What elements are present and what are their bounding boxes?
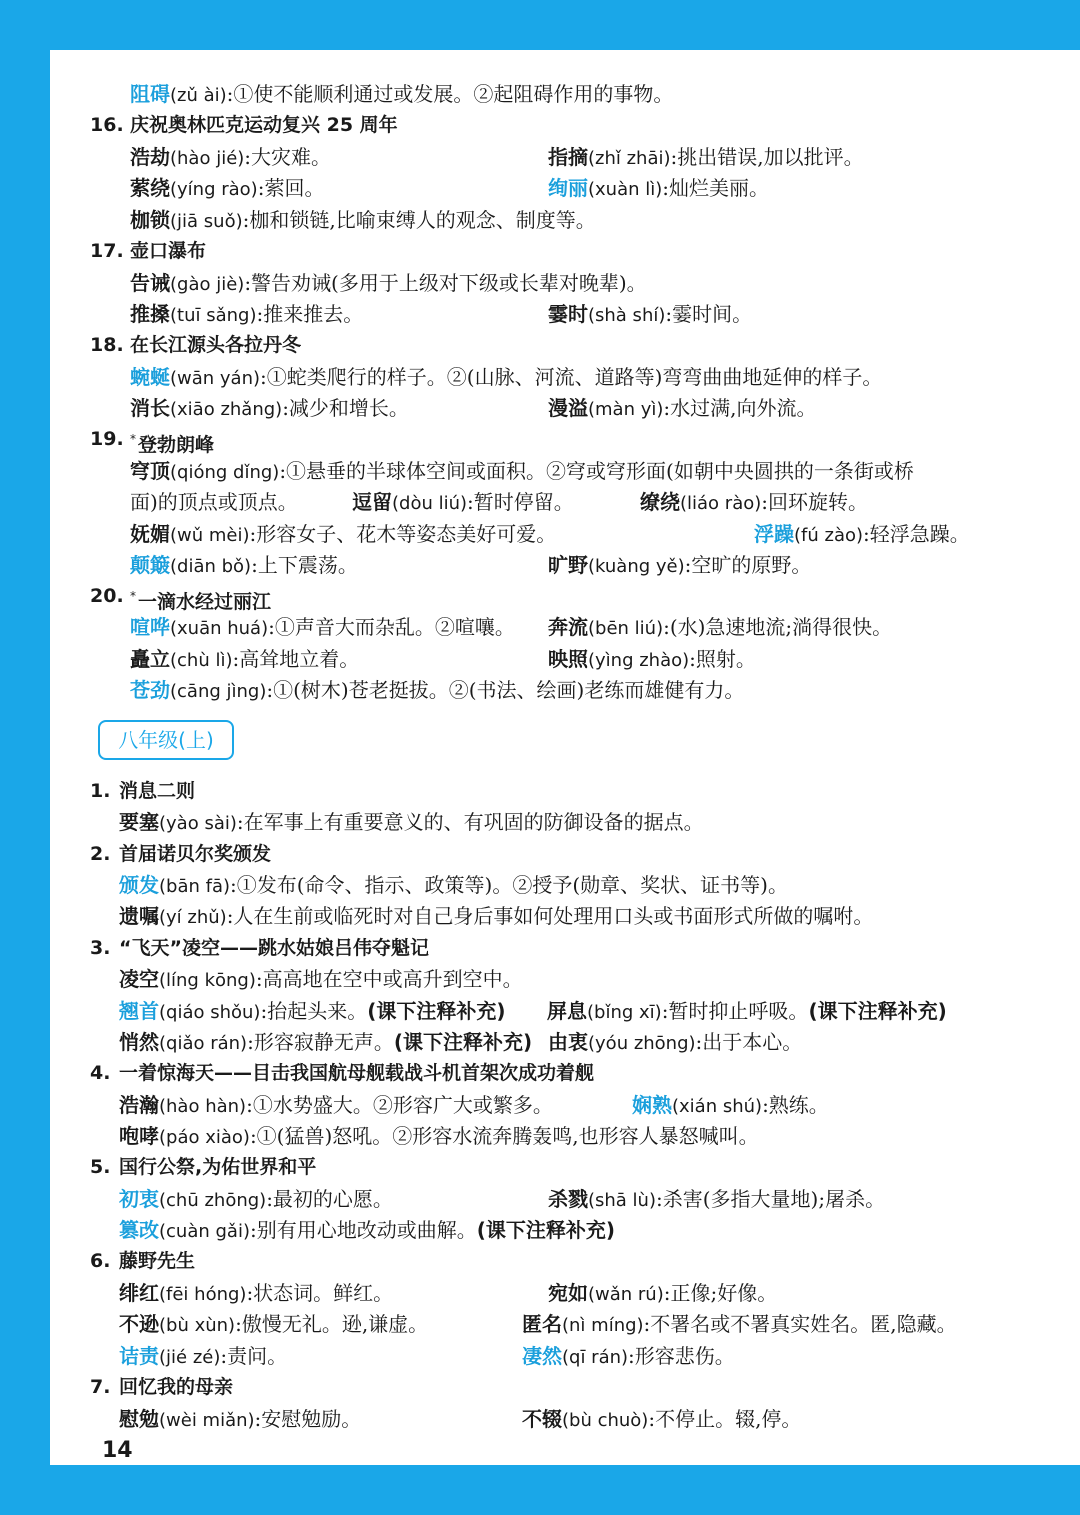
grade-label: 八年级(上)	[98, 720, 234, 760]
note-label: (课下注释补充)	[393, 1030, 533, 1054]
note-label: (课下注释补充)	[808, 999, 947, 1023]
star-mark: *	[130, 589, 136, 603]
section-number: 17.	[90, 240, 124, 262]
entry-manyi: 漫溢(màn yì):水过满,向外流。	[548, 396, 817, 420]
entry-cuangai: 篡改(cuàn gǎi):别有用心地改动或曲解。(课下注释补充)	[119, 1218, 615, 1242]
note-label: (课下注释补充)	[367, 999, 506, 1023]
entry-chuzhong: 初衷(chū zhōng):最初的心愿。	[119, 1187, 393, 1211]
entry-qiaoran: 悄然(qiǎo rán):形容寂静无声。(课下注释补充)	[119, 1030, 533, 1054]
entry-tuisang: 推搡(tuī sǎng):推来推去。	[130, 302, 364, 326]
entry-xianshu: 娴熟(xián shú):熟练。	[632, 1093, 829, 1117]
section-title: * 登勃朗峰	[130, 432, 215, 456]
section-title: * 一滴水经过丽江	[130, 589, 272, 613]
entry-haojie: 浩劫(hào jié):大灾难。	[130, 145, 332, 169]
section-number: 4.	[90, 1062, 111, 1084]
entry-kuangye: 旷野(kuàng yě):空旷的原野。	[548, 553, 812, 577]
entry-lingkong: 凌空(líng kōng):高高地在空中或高升到空中。	[119, 967, 523, 991]
section-title: 藤野先生	[119, 1250, 196, 1272]
entry-buxun: 不逊(bù xùn):傲慢无礼。逊,谦虚。	[119, 1312, 429, 1336]
section-title: 消息二则	[119, 780, 196, 802]
entry-wumei: 妩媚(wǔ mèi):形容女子、花木等姿态美好可爱。	[130, 522, 557, 546]
entry-zuai: 阻碍(zǔ ài):①使不能顺利通过或发展。②起阻碍作用的事物。	[130, 82, 674, 106]
section-number: 6.	[90, 1250, 111, 1272]
entry-banfa: 颁发(bān fā):①发布(命令、指示、政策等)。②授予(勋章、奖状、证书等)。	[119, 873, 788, 897]
entry-qiongding: 穹顶(qióng dǐng):①悬垂的半球体空间或面积。②穹或穹形面(如朝中央圆拱的一条街或桥	[130, 459, 914, 483]
entry-yingzhao: 映照(yìng zhào):照射。	[548, 647, 756, 671]
entry-gaojie: 告诫(gào jiè):警告劝诫(多用于上级对下级或长辈对晚辈)。	[130, 271, 647, 295]
entry-dianbo: 颠簸(diān bǒ):上下震荡。	[130, 553, 358, 577]
section-title: 在长江源头各拉丹冬	[130, 334, 302, 356]
section-number: 16.	[90, 114, 124, 136]
note-label: (课下注释补充)	[476, 1218, 615, 1242]
entry-weimian: 慰勉(wèi miǎn):安慰勉励。	[119, 1407, 362, 1431]
entry-douliu: 逗留(dòu liú):暂时停留。	[352, 490, 574, 514]
section-title: 首届诺贝尔奖颁发	[119, 843, 272, 865]
entry-shalu: 杀戮(shā lù):杀害(多指大量地);屠杀。	[548, 1187, 886, 1211]
entry-jieze: 诘责(jié zé):责问。	[119, 1344, 288, 1368]
entry-shashi: 霎时(shà shí):霎时间。	[548, 302, 753, 326]
entry-wanyan: 蜿蜒(wān yán):①蛇类爬行的样子。②(山脉、河流、道路等)弯弯曲曲地延伸的样子。	[130, 365, 883, 389]
entry-qiongding-cont: 面)的顶点或顶点。	[130, 490, 298, 514]
entry-bingxi: 屏息(bǐng xī):暂时抑止呼吸。(课下注释补充)	[547, 999, 947, 1023]
section-title: 壶口瀑布	[130, 240, 207, 262]
entry-feihong: 绯红(fēi hóng):状态词。鲜红。	[119, 1281, 394, 1305]
section-number: 2.	[90, 843, 111, 865]
entry-wanru: 宛如(wǎn rú):正像;好像。	[548, 1281, 778, 1305]
entry-xiaozhang: 消长(xiāo zhǎng):减少和增长。	[130, 396, 409, 420]
entry-yaosai: 要塞(yào sài):在军事上有重要意义的、有巩固的防御设备的据点。	[119, 810, 704, 834]
entry-fuzao: 浮躁(fú zào):轻浮急躁。	[754, 522, 970, 546]
entry-jiasuo: 枷锁(jiā suǒ):枷和锁链,比喻束缚人的观念、制度等。	[130, 208, 596, 232]
section-number: 5.	[90, 1156, 111, 1178]
section-number: 19.	[90, 428, 124, 450]
entry-chuli: 矗立(chù lì):高耸地立着。	[130, 647, 360, 671]
section-title: “飞天”凌空——跳水姑娘吕伟夺魁记	[119, 937, 429, 959]
section-title: 回忆我的母亲	[119, 1376, 234, 1398]
entry-paoxiao: 咆哮(páo xiào):①(猛兽)怒吼。②形容水流奔腾轰鸣,也形容人暴怒喊叫。	[119, 1124, 759, 1148]
entry-yizhu: 遗嘱(yí zhǔ):人在生前或临死时对自己身后事如何处理用口头或书面形式所做的嘱咐。	[119, 904, 874, 928]
entry-liaorao: 缭绕(liáo rào):回环旋转。	[640, 490, 869, 514]
entry-haohan: 浩瀚(hào hàn):①水势盛大。②形容广大或繁多。	[119, 1093, 553, 1117]
section-title: 国行公祭,为佑世界和平	[119, 1156, 317, 1178]
page-number: 14	[102, 1438, 133, 1463]
entry-benliu: 奔流(bēn liú):(水)急速地流;淌得很快。	[548, 615, 893, 639]
section-number: 18.	[90, 334, 124, 356]
star-mark: *	[130, 432, 136, 446]
entry-youzhong: 由衷(yóu zhōng):出于本心。	[548, 1030, 803, 1054]
entry-qiran: 凄然(qī rán):形容悲伤。	[522, 1344, 735, 1368]
entry-cangjing: 苍劲(cāng jìng):①(树木)苍老挺拔。②(书法、绘画)老练而雄健有力。	[130, 678, 745, 702]
entry-niming: 匿名(nì míng):不署名或不署真实姓名。匿,隐藏。	[522, 1312, 957, 1336]
section-number: 3.	[90, 937, 111, 959]
entry-xuanli: 绚丽(xuàn lì):灿烂美丽。	[548, 176, 770, 200]
entry-yingrao: 萦绕(yíng rào):萦回。	[130, 176, 325, 200]
entry-zhizhai: 指摘(zhǐ zhāi):挑出错误,加以批评。	[548, 145, 864, 169]
section-number: 1.	[90, 780, 111, 802]
section-title: 一着惊海天——目击我国航母舰载战斗机首架次成功着舰	[119, 1062, 595, 1084]
section-title: 庆祝奥林匹克运动复兴 25 周年	[130, 114, 398, 136]
entry-buchuo: 不辍(bù chuò):不停止。辍,停。	[522, 1407, 802, 1431]
section-number: 7.	[90, 1376, 111, 1398]
entry-qiaoshou: 翘首(qiáo shǒu):抬起头来。(课下注释补充)	[119, 999, 506, 1023]
section-number: 20.	[90, 585, 124, 607]
entry-xuanhua: 喧哗(xuān huá):①声音大而杂乱。②喧嚷。	[130, 615, 515, 639]
